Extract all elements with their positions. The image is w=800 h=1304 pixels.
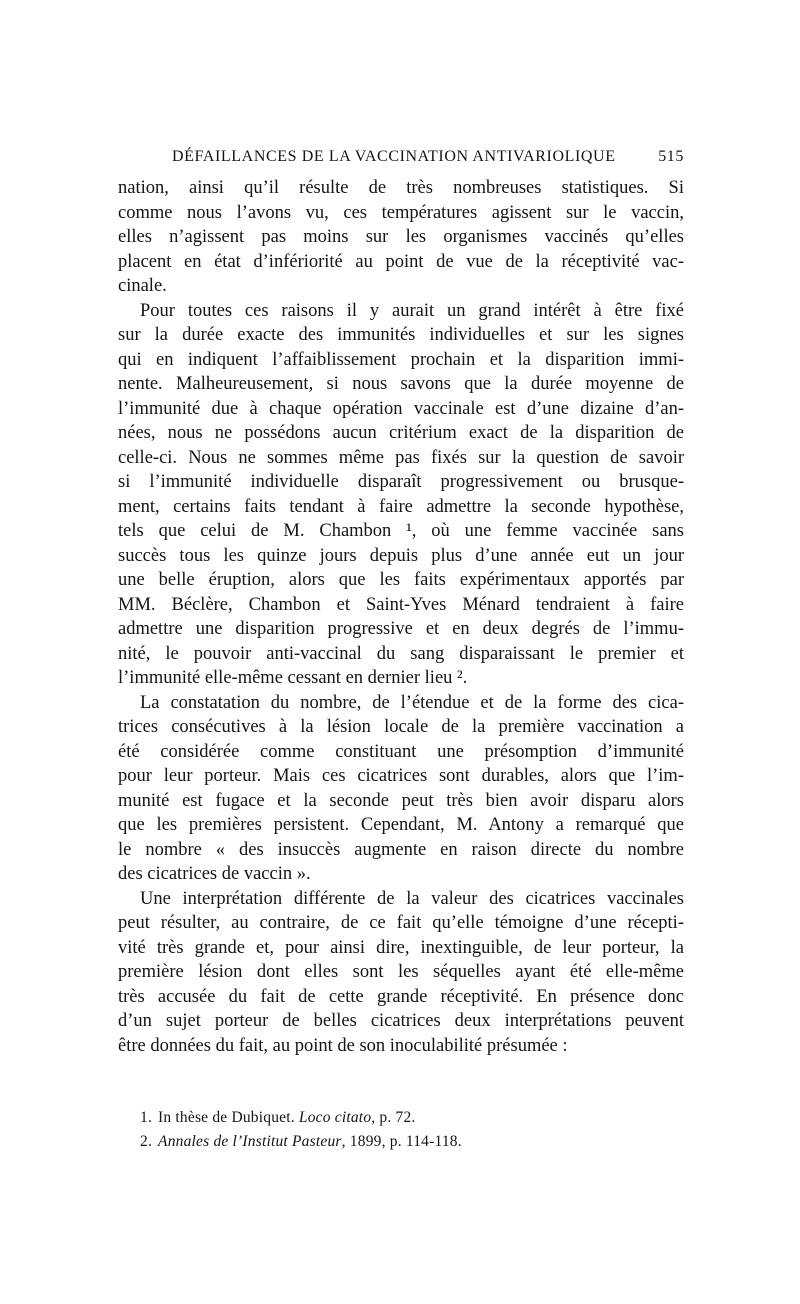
text-line: des cicatrices de vaccin ». [118,864,311,884]
text-line: MM. Béclère, Chambon et Saint-Yves Ménard tendraient à faire [118,594,684,615]
text-line: l’immunité elle-même cessant en dernier lieu ². [118,668,468,688]
text-line: placent en état d’infériorité au point de vue de la réceptivité vac- [118,251,684,272]
text-line: une belle éruption, alors que les faits expérimentaux apportés par [118,570,684,590]
text-line: sur la durée exacte des immunités individuelles et sur les signes [118,325,684,345]
text-line: si l’immunité individuelle disparaît progressivement ou brusque- [118,472,684,492]
text-line: ment, certains faits tendant à faire admettre la seconde hypothèse, [118,496,684,517]
running-head-title: DÉFAILLANCES DE LA VACCINATION ANTIVARIOLIQUE [172,148,616,165]
text-line: succès tous les quinze jours depuis plus d’une année eut un jour [118,545,684,566]
paragraph [118,691,684,887]
paragraph [118,176,684,299]
paragraph [118,299,684,691]
footnote [140,1106,700,1130]
footnote-number: 2. [140,1133,153,1150]
text-line: d’un sujet porteur de belles cicatrices deux interprétations peuvent [118,1011,684,1031]
text-line: l’immunité due à chaque opération vaccinale est d’une dizaine d’an- [118,398,684,419]
text-line: vité très grande et, pour ainsi dire, inextinguible, de leur porteur, la [118,937,684,958]
footnote-text: , 1899, p. 114-118. [341,1133,462,1150]
text-line: que les premières persistent. Cependant, M. Antony a remarqué que [118,815,684,835]
paragraph [118,887,684,1059]
page-number: 515 [658,148,684,165]
text-line: La constatation du nombre, de l’étendue et de la forme des cica- [140,692,684,713]
body-text [118,176,684,1058]
text-line: nées, nous ne possédons aucun critérium exact de la disparition de [118,423,684,443]
footnote [140,1130,700,1154]
footnote-text: , p. 72. [371,1109,416,1126]
text-line: tels que celui de M. Chambon ¹, où une femme vaccinée sans [118,521,684,541]
text-line: nité, le pouvoir anti-vaccinal du sang disparaissant le premier et [118,643,684,664]
text-line: admettre une disparition progressive et en deux degrés de l’immu- [118,619,684,639]
text-line: qui en indiquent l’affaiblissement prochain et la disparition immi- [118,349,684,370]
text-line: cinale. [118,276,167,296]
footnote-citation: Loco citato [298,1109,372,1126]
running-head [172,148,684,170]
text-line: comme nous l’avons vu, ces températures agissent sur le vaccin, [118,202,684,223]
footnotes [140,1106,700,1154]
text-line: munité est fugace et la seconde peut très bien avoir disparu alors [118,790,684,811]
text-line: celle-ci. Nous ne sommes même pas fixés sur la question de savoir [118,447,684,468]
text-line: trices consécutives à la lésion locale de la première vaccination a [118,717,684,737]
footnote-citation: Annales de l’Institut Pasteur [158,1133,342,1150]
text-line: Une interprétation différente de la valeur des cicatrices vaccinales [140,888,684,909]
text-line: pour leur porteur. Mais ces cicatrices sont durables, alors que l’im- [118,766,684,786]
footnote-number: 1. [140,1109,153,1126]
text-line: elles n’agissent pas moins sur les organismes vaccinés qu’elles [118,227,684,247]
text-line: être données du fait, au point de son inoculabilité présumée : [118,1035,568,1056]
text-line: été considérée comme constituant une présomption d’immunité [118,741,684,762]
footnote-text: In thèse de Dubiquet. [158,1109,299,1126]
text-line: première lésion dont elles sont les séquelles ayant été elle-même [118,962,684,982]
text-line: peut résulter, au contraire, de ce fait qu’elle témoigne d’une récepti- [118,913,684,933]
text-line: le nombre « des insuccès augmente en raison directe du nombre [118,839,684,860]
text-line: très accusée du fait de cette grande réceptivité. En présence donc [118,986,684,1007]
text-line: nente. Malheureusement, si nous savons que la durée moyenne de [118,374,684,394]
text-line: Pour toutes ces raisons il y aurait un grand intérêt à être fixé [140,300,684,321]
text-line: nation, ainsi qu’il résulte de très nombreuses statistiques. Si [118,178,684,198]
